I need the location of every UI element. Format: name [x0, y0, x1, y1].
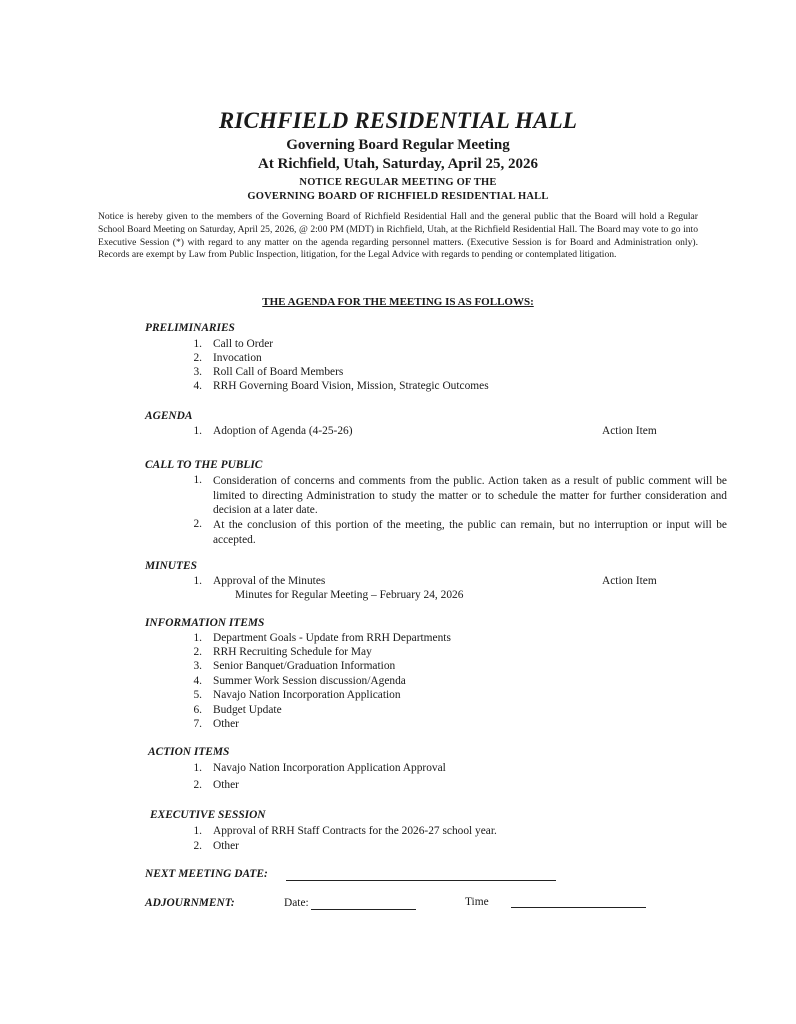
executive-session-item: Approval of RRH Staff Contracts for the 2026-27 school year.	[213, 825, 497, 837]
action-item: Navajo Nation Incorporation Application Approval	[213, 762, 446, 774]
adjournment-label: ADJOURNMENT:	[145, 897, 235, 909]
preliminaries-item: Invocation	[213, 352, 262, 364]
time-label: Time	[465, 896, 489, 908]
item-number: 1.	[193, 338, 202, 350]
date-blank-line	[311, 909, 416, 910]
action-item: Other	[213, 779, 239, 791]
call-to-public-item: At the conclusion of this portion of the meeting, the public can remain, but no interruption or input will be accepted.	[213, 519, 727, 546]
information-item: Navajo Nation Incorporation Application	[213, 689, 401, 701]
item-number: 2.	[193, 518, 202, 530]
document-title: RICHFIELD RESIDENTIAL HALL	[218, 108, 578, 133]
item-number: 3.	[193, 366, 202, 378]
item-number: 2.	[193, 646, 202, 658]
information-item: RRH Recruiting Schedule for May	[213, 646, 372, 658]
item-number: 1.	[193, 762, 202, 774]
preliminaries-item: Call to Order	[213, 338, 274, 350]
item-number: 1.	[193, 825, 202, 837]
minutes-item: Approval of the Minutes	[213, 575, 326, 587]
next-meeting-label: NEXT MEETING DATE:	[145, 868, 268, 880]
information-item: Department Goals - Update from RRH Departments	[213, 632, 451, 644]
item-number: 2.	[193, 840, 202, 852]
item-number: 4.	[193, 675, 202, 687]
section-title-call-to-public: CALL TO THE PUBLIC	[145, 459, 263, 471]
item-number: 4.	[193, 380, 202, 392]
action-item-label: Action Item	[602, 425, 657, 437]
minutes-subitem: Minutes for Regular Meeting – February 24, 2026	[235, 589, 464, 601]
section-title-minutes: MINUTES	[145, 560, 197, 572]
notice-paragraph: Notice is hereby given to the members of the Governing Board of Richfield Residential Hall and the general public that the Board will hold a Regular School Board Meeting on Saturday, April 25, 2026, @ 2:00 PM (MDT) in Richfield, Utah, at the Richfield Residential Hall. The Board may vote to go into Executive Session (*) with regard to any matter on the agenda regarding personnel matters. (Executive Session is for Board and Administration only). Records are exempt by Law from Public Inspection, litigation, for the Legal Advice with regards to pending or contemplated litigation.	[98, 211, 698, 261]
information-item: Other	[213, 718, 239, 730]
information-item: Senior Banquet/Graduation Information	[213, 660, 396, 672]
item-number: 3.	[193, 660, 202, 672]
section-title-information-items: INFORMATION ITEMS	[145, 617, 265, 629]
information-item: Summer Work Session discussion/Agenda	[213, 675, 406, 687]
meeting-location-date: At Richfield, Utah, Saturday, April 25, 2026	[257, 156, 539, 172]
item-number: 7.	[193, 718, 202, 730]
section-title-agenda: AGENDA	[145, 410, 193, 422]
item-number: 1.	[193, 632, 202, 644]
item-number: 1.	[193, 425, 202, 437]
time-blank-line	[511, 907, 646, 908]
agenda-heading: THE AGENDA FOR THE MEETING IS AS FOLLOWS:	[262, 296, 534, 308]
preliminaries-item: RRH Governing Board Vision, Mission, Strategic Outcomes	[213, 380, 489, 392]
next-meeting-date-line	[286, 880, 556, 881]
notice-heading-line2: GOVERNING BOARD OF RICHFIELD RESIDENTIAL HALL	[247, 191, 549, 202]
section-title-action-items: ACTION ITEMS	[148, 746, 230, 758]
meeting-type: Governing Board Regular Meeting	[286, 137, 510, 153]
date-label: Date:	[284, 897, 309, 909]
item-number: 5.	[193, 689, 202, 701]
information-item: Budget Update	[213, 704, 282, 716]
action-item-label: Action Item	[602, 575, 657, 587]
executive-session-item: Other	[213, 840, 239, 852]
item-number: 6.	[193, 704, 202, 716]
agenda-item: Adoption of Agenda (4-25-26)	[213, 425, 353, 437]
call-to-public-item: Consideration of concerns and comments from the public. Action taken as a result of public comment will be limited to directing Administration to study the matter or to schedule the matter for further consideration and decision at a later date.	[213, 475, 727, 516]
preliminaries-item: Roll Call of Board Members	[213, 366, 344, 378]
item-number: 2.	[193, 352, 202, 364]
item-number: 1.	[193, 575, 202, 587]
section-title-executive-session: EXECUTIVE SESSION	[150, 809, 266, 821]
section-title-preliminaries: PRELIMINARIES	[145, 322, 235, 334]
notice-heading-line1: NOTICE REGULAR MEETING OF THE	[299, 177, 497, 188]
item-number: 2.	[193, 779, 202, 791]
item-number: 1.	[193, 474, 202, 486]
